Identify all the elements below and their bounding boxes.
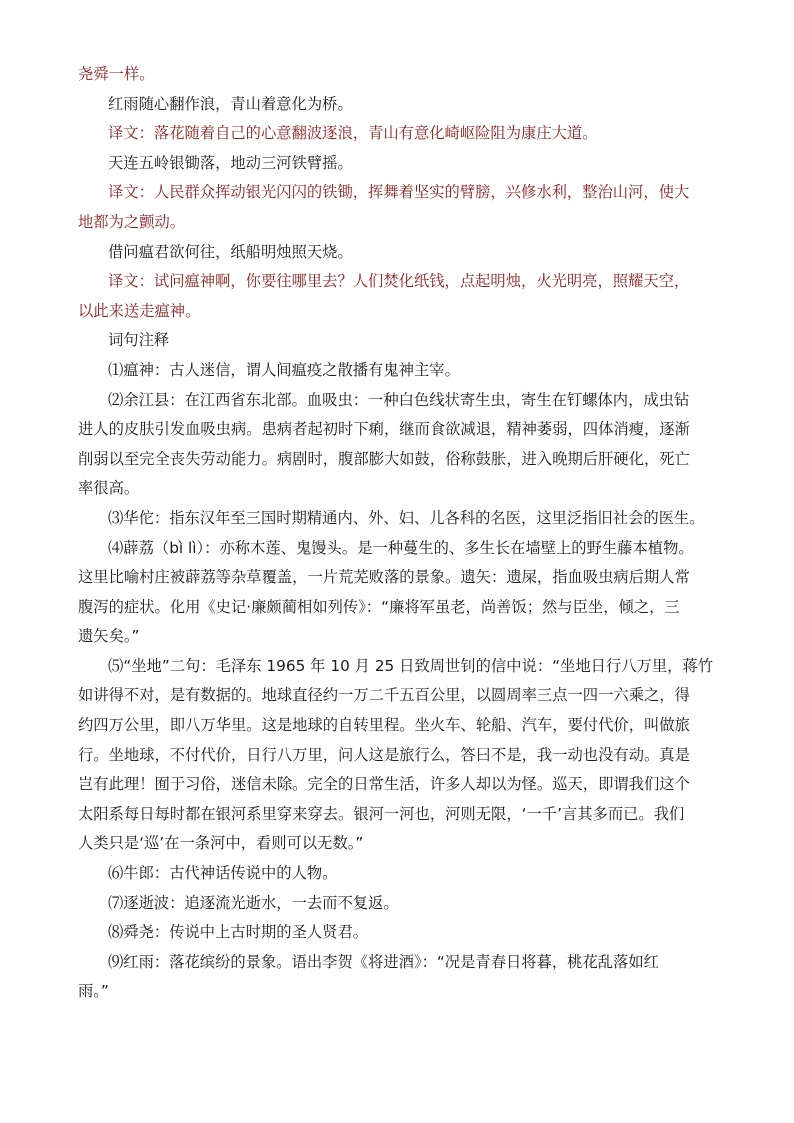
text-line: 红雨随心翻作浪，青山着意化为桥。 — [108, 94, 353, 113]
text-line: ⑴瘟神：古人迷信，谓人间瘟疫之散播有鬼神主宰。 — [108, 360, 460, 379]
text-line: 削弱以至完全丧失劳动能力。病剧时，腹部膨大如鼓，俗称鼓胀，进入晚期后肝硬化，死亡 — [78, 449, 690, 468]
text-line: ⑸“坐地”二句：毛泽东 1965 年 10 月 25 日致周世钊的信中说：“坐地日行八万里，蒋竹 — [108, 656, 714, 675]
text-line: ⑵余江县：在江西省东北部。血吸虫：一种白色线状寄生虫，寄生在钉螺体内，成虫钻 — [108, 390, 690, 409]
text-line: 这里比喻村庄被薜荔等杂草覆盖，一片荒芜败落的景象。遗矢：遗屎，指血吸虫病后期人常 — [78, 568, 690, 587]
text-line: 约四万公里，即八万华里。这是地球的自转里程。坐火车、轮船、汽车，要付代价，叫做旅 — [78, 716, 690, 735]
text-line: 岂有此理！囿于习俗，迷信未除。完全的日常生活，许多人却以为怪。巡天，即谓我们这个 — [78, 775, 690, 794]
text-line: 行。坐地球，不付代价，日行八万里，问人这是旅行么，答曰不是，我一动也没有动。真是 — [78, 745, 690, 764]
text-line: 率很高。 — [78, 479, 140, 498]
text-line: ⑷薜荔（bì lì）：亦称木莲、鬼馒头。是一种蔓生的、多生长在墙壁上的野生藤本植物。 — [108, 538, 694, 557]
text-line: 人类只是‘巡’在一条河中，看则可以无数。” — [78, 834, 364, 853]
text-line: 借问瘟君欲何往，纸船明烛照天烧。 — [108, 242, 353, 261]
translation-line: 译文：试问瘟神啊，你要往哪里去？人们焚化纸钱，点起明烛，火光明亮，照耀天空， — [108, 272, 690, 291]
text-line: ⑻舜尧：传说中上古时期的圣人贤君。 — [108, 923, 369, 942]
translation-line: 译文：落花随着自己的心意翻波逐浪，青山有意化崎岖险阻为康庄大道。 — [108, 124, 598, 143]
text-line: 雨。” — [78, 982, 109, 1001]
text-line: 太阳系每日每时都在银河系里穿来穿去。银河一河也，河则无限，‘一千’言其多而已。我们 — [78, 804, 685, 823]
text-line: ⑶华佗：指东汉年至三国时期精通内、外、妇、儿各科的名医，这里泛指旧社会的医生。 — [108, 508, 705, 527]
document-body — [78, 60, 728, 1007]
translation-line: 地都为之颤动。 — [78, 212, 186, 231]
text-line: 天连五岭银锄落，地动三河铁臂摇。 — [108, 153, 353, 172]
text-line: 腹泻的症状。化用《史记·廉颇蔺相如列传》：“廉将军虽老，尚善饭；然与臣坐，倾之，三 — [78, 597, 680, 616]
translation-line: 译文：人民群众挥动银光闪闪的铁锄，挥舞着坚实的臂膀，兴修水利，整治山河，使大 — [108, 183, 690, 202]
translation-line: 以此来送走瘟神。 — [78, 301, 201, 320]
text-line: ⑹牛郎：古代神话传说中的人物。 — [108, 864, 338, 883]
text-line: ⑺逐逝波：追逐流光逝水，一去而不复返。 — [108, 893, 399, 912]
text-line: 词句注释 — [108, 331, 170, 350]
text-line: ⑼红雨：落花缤纷的景象。语出李贺《将进酒》：“况是青春日将暮，桃花乱落如红 — [108, 952, 659, 971]
text-line: 如讲得不对，是有数据的。地球直径约一万二千五百公里，以圆周率三点一四一六乘之，得 — [78, 686, 690, 705]
translation-line: 尧舜一样。 — [78, 65, 155, 83]
text-line: 遗矢矣。” — [78, 627, 140, 646]
text-line: 进人的皮肤引发血吸虫病。患病者起初时下痢，继而食欲减退，精神萎弱，四体消瘦，逐渐 — [78, 420, 690, 439]
